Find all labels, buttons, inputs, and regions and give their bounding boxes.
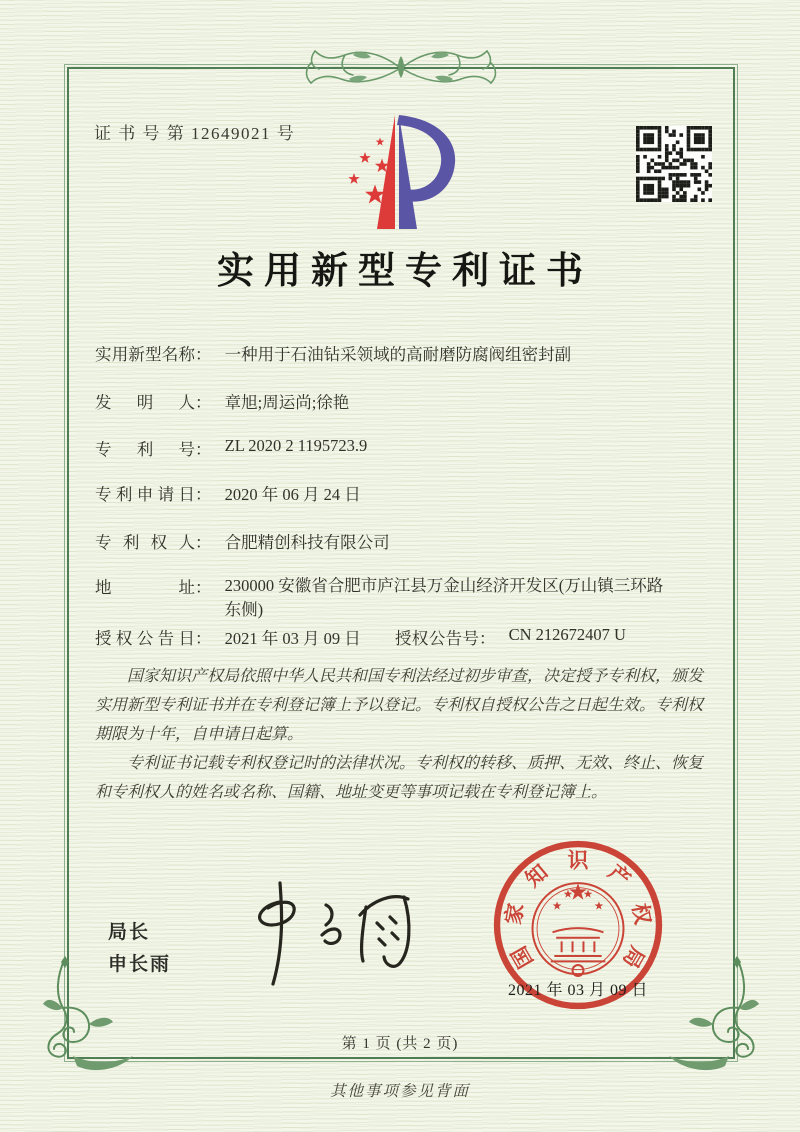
svg-text:知: 知 xyxy=(520,859,553,892)
signer-title: 局长 xyxy=(108,922,151,943)
cnipa-logo xyxy=(333,111,465,234)
field-value: 章旭;周运尚;徐艳 xyxy=(224,393,350,412)
legal-paragraph: 国家知识产权局依照中华人民共和国专利法经过初步审查，决定授予专利权，颁发实用新型专利证书并在专利登记簿上予以登记。专利权自授权公告之日起生效。专利权期限为十年，自申请日起算。 xyxy=(95,668,704,743)
legal-paragraph: 专利证书记载专利权登记时的法律状况。专利权的转移、质押、无效、终止、恢复和专利权人的姓名或名称、国籍、地址变更等事项记载在专利登记簿上。 xyxy=(95,755,704,801)
signature-handwriting xyxy=(222,874,422,992)
page-number: 第 1 页 (共 2 页) xyxy=(341,1036,459,1052)
logo-blue-wedge xyxy=(399,115,417,229)
field-label: 授权公告号 xyxy=(395,629,479,648)
field-row-filing-date: 专利申请日： 2020 年 06 月 24 日 xyxy=(95,481,361,505)
national-emblem-icon xyxy=(533,883,624,976)
field-value: 230000 安徽省合肥市庐江县万金山经济开发区(万山镇三环路东侧) xyxy=(224,576,664,619)
field-label: 专利权人 xyxy=(95,533,195,552)
bottom-right-corner-ornament-icon xyxy=(659,956,759,1076)
field-row-address: 地址： 230000 安徽省合肥市庐江县万金山经济开发区(万山镇三环路东侧) xyxy=(95,574,675,622)
seal-date: 2021 年 03 月 09 日 xyxy=(507,982,648,999)
svg-text:国: 国 xyxy=(506,942,538,973)
field-value: 2021 年 03 月 09 日 xyxy=(224,629,361,648)
field-row-patentee: 专利权人： 合肥精创科技有限公司 xyxy=(95,529,390,553)
certificate-number: 证 书 号 第 12649021 号 xyxy=(94,124,296,143)
field-label: 授权公告日 xyxy=(95,629,195,648)
field-grant-number: 授权公告号： CN 212672407 U xyxy=(395,625,626,648)
top-border-ornament-icon xyxy=(283,44,519,90)
field-value: ZL 2020 2 1195723.9 xyxy=(224,436,368,455)
svg-text:产: 产 xyxy=(603,859,636,892)
field-value: 2020 年 06 月 24 日 xyxy=(224,485,361,504)
certificate-title: 实用新型专利证书 xyxy=(217,251,593,292)
signer-name: 申长雨 xyxy=(108,954,172,975)
field-label: 发明人 xyxy=(95,393,195,412)
legal-text xyxy=(95,662,711,807)
field-row-inventors: 发明人： 章旭;周运尚;徐艳 xyxy=(95,389,349,413)
field-label: 专利号 xyxy=(95,440,195,459)
field-label: 实用新型名称 xyxy=(95,345,195,364)
field-row-grant: 授权公告日： 2021 年 03 月 09 日 授权公告号： CN 212672407 U xyxy=(95,625,626,648)
svg-text:权: 权 xyxy=(627,901,655,927)
field-row-name: 实用新型名称： 一种用于石油钻采领域的高耐磨防腐阀组密封副 xyxy=(95,341,571,365)
svg-text:家: 家 xyxy=(501,901,529,927)
svg-text:局: 局 xyxy=(618,942,650,973)
field-value: CN 212672407 U xyxy=(508,625,626,644)
svg-text:识: 识 xyxy=(567,848,589,873)
bottom-left-corner-ornament-icon xyxy=(43,956,143,1076)
field-value: 一种用于石油钻采领域的高耐磨防腐阀组密封副 xyxy=(224,345,572,364)
field-value: 合肥精创科技有限公司 xyxy=(224,533,390,552)
field-label: 专利申请日 xyxy=(95,485,195,504)
logo-red-wedge xyxy=(377,115,395,229)
field-label: 地址 xyxy=(95,578,195,597)
back-note: 其他事项参见背面 xyxy=(329,1083,470,1100)
qr-code xyxy=(636,126,712,202)
field-row-patent-number: 专利号： ZL 2020 2 1195723.9 xyxy=(95,436,368,459)
